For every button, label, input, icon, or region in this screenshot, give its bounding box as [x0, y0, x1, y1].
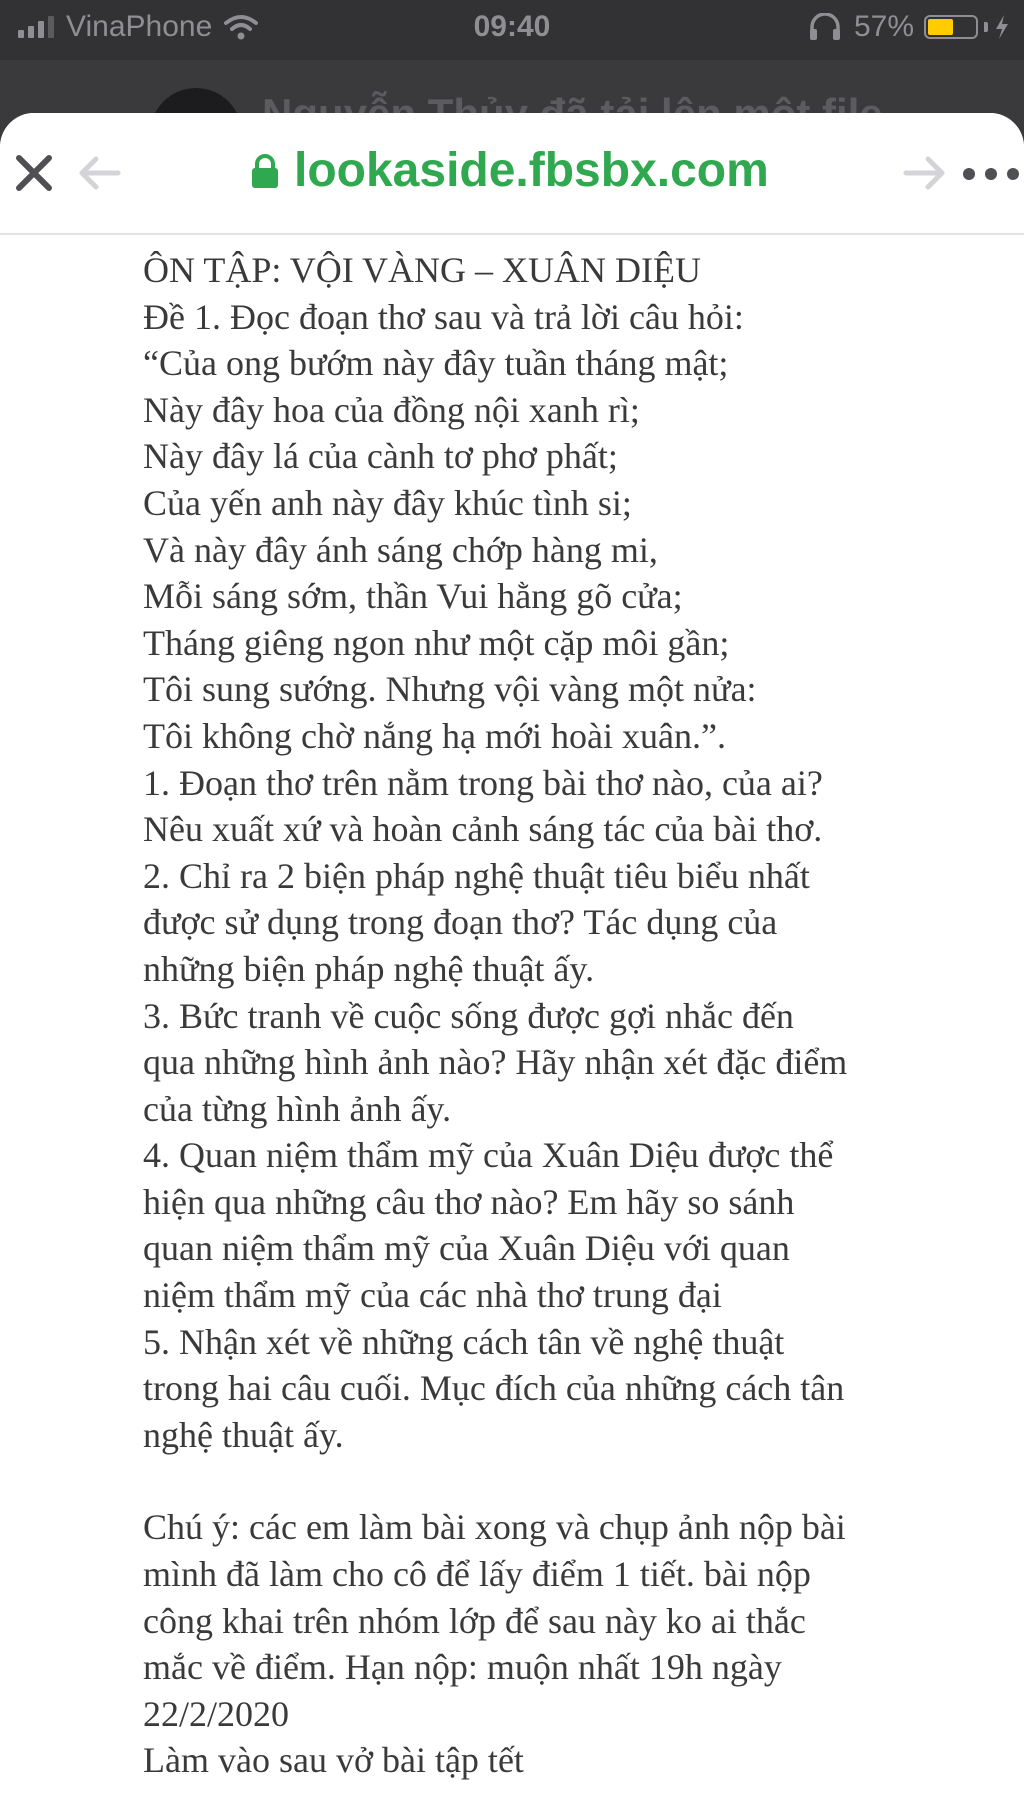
document-title: ÔN TẬP: VỘI VÀNG – XUÂN DIỆU: [143, 250, 701, 290]
document-line: Và này đây ánh sáng chớp hàng mi,: [143, 529, 658, 570]
back-arrow-icon[interactable]: [76, 155, 122, 191]
document-line: nghệ thuật ấy.: [143, 1414, 344, 1455]
carrier-name: VinaPhone: [66, 10, 213, 43]
document-line: 5. Nhận xét về những cách tân về nghệ thuật: [143, 1321, 785, 1362]
document-line: Nêu xuất xứ và hoàn cảnh sáng tác của bài thơ.: [143, 809, 823, 850]
more-options-icon[interactable]: [962, 167, 1020, 181]
document-line: Này đây lá của cành tơ phơ phất;: [143, 436, 618, 477]
note-line: 22/2/2020: [143, 1693, 290, 1734]
battery-cap: [984, 22, 988, 32]
battery-percentage: 57%: [853, 10, 914, 43]
document-content: [143, 247, 1003, 1784]
document-line: niệm thẩm mỹ của các nhà thơ trung đại: [143, 1275, 722, 1316]
status-right: [808, 10, 1010, 44]
browser-toolbar: [0, 113, 1024, 235]
close-icon[interactable]: [14, 153, 54, 193]
battery-level: [928, 19, 953, 35]
document-line: Tôi sung sướng. Nhưng vội vàng một nửa:: [143, 669, 757, 710]
lock-icon: [250, 153, 280, 189]
document-line: qua những hình ảnh nào? Hãy nhận xét đặc điểm: [143, 1042, 848, 1083]
document-line: những biện pháp nghệ thuật ấy.: [143, 948, 595, 989]
document-line: 1. Đoạn thơ trên nằm trong bài thơ nào, của ai?: [143, 762, 823, 803]
note-line: Làm vào sau vở bài tập tết: [143, 1740, 524, 1781]
note-line: mình đã làm cho cô để lấy điểm 1 tiết. bài nộp: [143, 1554, 811, 1595]
document-line: Của yến anh này đây khúc tình si;: [143, 482, 632, 523]
document-line: hiện qua những câu thơ nào? Em hãy so sánh: [143, 1181, 795, 1222]
paragraph-gap: [143, 1458, 1003, 1504]
url-bar[interactable]: [250, 143, 769, 198]
document-line: Tôi không chờ nắng hạ mới hoài xuân.”.: [143, 715, 726, 756]
document-line: được sử dụng trong đoạn thơ? Tác dụng của: [143, 902, 778, 943]
document-line: “Của ong bướm này đây tuần tháng mật;: [143, 343, 729, 384]
note-line: công khai trên nhóm lớp để sau này ko ai thắc: [143, 1600, 806, 1641]
clock: 09:40: [473, 10, 551, 43]
document-line: 3. Bức tranh về cuộc sống được gợi nhắc đến: [143, 995, 794, 1036]
document-line: trong hai câu cuối. Mục đích của những cách tân: [143, 1368, 845, 1409]
document-line: Này đây hoa của đồng nội xanh rì;: [143, 389, 640, 430]
battery-icon: [924, 15, 978, 39]
headphone-icon: [808, 13, 842, 41]
document-line: Tháng giêng ngon như một cặp môi gần;: [143, 622, 730, 663]
note-line: mắc về điểm. Hạn nộp: muộn nhất 19h ngày: [143, 1647, 782, 1688]
document-line: 4. Quan niệm thẩm mỹ của Xuân Diệu được thể: [143, 1135, 834, 1176]
note-line: Chú ý: các em làm bài xong và chụp ảnh nộp bài: [143, 1507, 846, 1548]
forward-arrow-icon[interactable]: [902, 155, 948, 191]
document-line: Đề 1. Đọc đoạn thơ sau và trả lời câu hỏi:: [143, 296, 744, 337]
status-bar: [0, 0, 1024, 60]
in-app-browser-sheet: [0, 113, 1024, 1820]
document-line: Mỗi sáng sớm, thần Vui hằng gõ cửa;: [143, 576, 683, 617]
document-line: quan niệm thẩm mỹ của Xuân Diệu với quan: [143, 1228, 790, 1269]
url-text: lookaside.fbsbx.com: [294, 144, 769, 197]
charging-bolt-icon: [994, 15, 1010, 39]
document-line: 2. Chỉ ra 2 biện pháp nghệ thuật tiêu biểu nhất: [143, 855, 810, 896]
document-line: của từng hình ảnh ấy.: [143, 1088, 452, 1129]
